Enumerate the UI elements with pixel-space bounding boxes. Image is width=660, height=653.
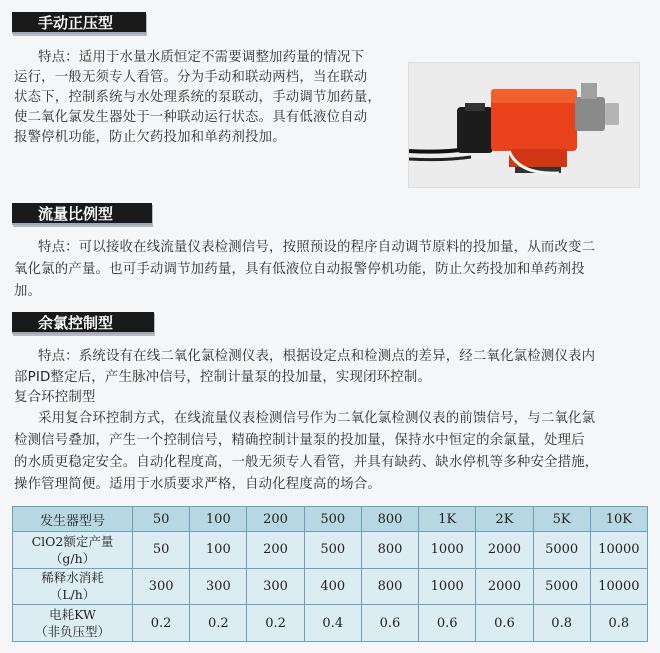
text-line: 采用复合环控制方式，在线流量仪表检测信号作为二氧化氯检测仪表的前馈信号，与二氧化氯 [38, 411, 596, 426]
table-cell: 1000 [419, 568, 476, 605]
row-unit: （L/h） [49, 587, 96, 603]
table-cell: 0.8 [533, 605, 590, 642]
table-header-cell: 800 [361, 507, 418, 532]
table-header-cell: 1K [419, 507, 476, 532]
row-label [13, 605, 133, 642]
table-cell: 5000 [533, 532, 590, 569]
table-cell: 800 [361, 532, 418, 569]
table-cell: 0.2 [247, 605, 304, 642]
row-label-text: 稀释水消耗 [41, 570, 104, 586]
table-cell: 0.6 [361, 605, 418, 642]
table-cell: 10000 [590, 568, 647, 605]
table-cell: 0.2 [190, 605, 247, 642]
text-line: 状态下，控制系统与水处理系统的泵联动，手动调节加药量， [14, 90, 381, 105]
table-header-cell: 2K [476, 507, 533, 532]
text-line: 的水质更稳定安全。自动化程度高，一般无须专人看管，并具有缺药、缺水停机等多种安全措施， [14, 455, 599, 470]
table-cell: 5000 [533, 568, 590, 605]
text-line: 特点：可以接收在线流量仪表检测信号，按照预设的程序自动调节原料的投加量，从而改变二 [38, 240, 596, 255]
text-line: 检测信号叠加，产生一个控制信号，精确控制计量泵的投加量，保持水中恒定的余氯量，处理后 [14, 433, 585, 448]
text-line: 特点：适用于水量水质恒定不需要调整加药量的情况下 [38, 50, 365, 65]
row-label [13, 568, 133, 605]
metering-pump-photo [408, 62, 640, 188]
text-line: 加。 [14, 284, 42, 299]
table-header-cell: 50 [133, 507, 190, 532]
row-label [13, 532, 133, 569]
pump-illustration [409, 63, 639, 187]
table-cell: 300 [190, 568, 247, 605]
table-cell: 2000 [476, 532, 533, 569]
text-line: 部PID整定后，产生脉冲信号，控制计量泵的投加量，实现闭环控制。 [14, 370, 432, 385]
text-line: 操作管理简便。适用于水质要求严格，自动化程度高的场合。 [14, 477, 381, 492]
table-cell: 300 [247, 568, 304, 605]
table-header-cell: 500 [304, 507, 361, 532]
table-header-cell: 10K [590, 507, 647, 532]
table-cell: 50 [133, 532, 190, 569]
table-row [13, 605, 648, 642]
table-cell: 400 [304, 568, 361, 605]
table-cell: 0.6 [419, 605, 476, 642]
row-label-text: ClO2额定产量 [31, 533, 114, 549]
section-title-manual: 手动正压型 [12, 12, 146, 34]
table-cell: 200 [247, 532, 304, 569]
text-line: 运行，一般无须专人看管。分为手动和联动两档，当在联动 [14, 70, 368, 85]
table-cell: 0.4 [304, 605, 361, 642]
section-title-flow: 流量比例型 [12, 203, 152, 225]
table-header-cell: 发生器型号 [13, 507, 133, 532]
text-line: 特点：系统设有在线二氧化氯检测仪表，根据设定点和检测点的差异，经二氧化氯检测仪表内 [38, 349, 596, 364]
table-cell: 10000 [590, 532, 647, 569]
table-cell: 0.6 [476, 605, 533, 642]
subsection-title: 复合环控制型 [14, 390, 96, 405]
table-header-cell: 5K [533, 507, 590, 532]
table-cell: 500 [304, 532, 361, 569]
table-cell: 2000 [476, 568, 533, 605]
row-unit: （非负压型） [34, 624, 110, 640]
table-cell: 300 [133, 568, 190, 605]
table-header-row [13, 507, 648, 532]
table-header-cell: 100 [190, 507, 247, 532]
text-line: 氧化氯的产量。也可手动调节加药量，具有低液位自动报警停机功能，防止欠药投加和单药剂投 [14, 262, 585, 277]
table-cell: 800 [361, 568, 418, 605]
table-cell: 1000 [419, 532, 476, 569]
table-row [13, 568, 648, 605]
table-cell: 100 [190, 532, 247, 569]
table-row [13, 532, 648, 569]
row-unit: （g/h） [49, 550, 96, 566]
table-cell: 0.8 [590, 605, 647, 642]
table-cell: 0.2 [133, 605, 190, 642]
row-label-text: 电耗KW [49, 607, 96, 623]
spec-table [12, 506, 648, 642]
section-title-residual: 余氯控制型 [12, 312, 154, 334]
text-line: 报警停机功能，防止欠药投加和单药剂投加。 [14, 130, 286, 145]
text-line: 使二氧化氯发生器处于一种联动运行状态。具有低液位自动 [14, 110, 368, 125]
table-header-cell: 200 [247, 507, 304, 532]
